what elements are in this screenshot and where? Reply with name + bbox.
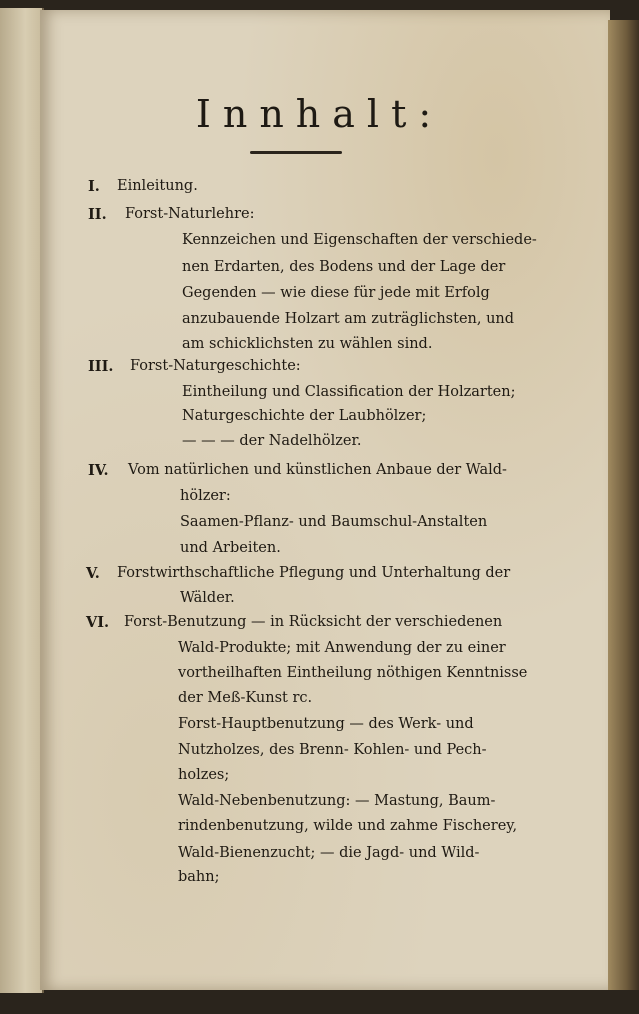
section-number: III. — [88, 358, 114, 375]
page-title: Innhalt: — [195, 92, 444, 136]
section-number: VI. — [86, 614, 110, 631]
section-line: Eintheilung und Classification der Holzarten; — [182, 384, 516, 400]
section-line: Gegenden — wie diese für jede mit Erfolg — [182, 285, 490, 301]
section-line: hölzer: — [180, 488, 231, 504]
section-line: nen Erdarten, des Bodens und der Lage der — [182, 259, 506, 275]
section-line: und Arbeiten. — [180, 540, 281, 556]
section-line: vortheilhaften Eintheilung nöthigen Kenntnisse — [178, 665, 528, 681]
right-page-edge — [608, 20, 639, 990]
section-line: bahn; — [178, 869, 220, 885]
section-line: Forstwirthschaftliche Pflegung und Unterhaltung der — [117, 565, 511, 581]
section-line: Kennzeichen und Eigenschaften der verschiede- — [182, 232, 537, 248]
section-line: Wald-Produkte; mit Anwendung der zu einer — [178, 640, 506, 656]
book-page — [40, 10, 610, 990]
section-line: Naturgeschichte der Laubhölzer; — [182, 408, 427, 424]
section-line: Forst-Hauptbenutzung — des Werk- und — [178, 716, 474, 732]
left-page-edge — [0, 8, 44, 993]
section-number: V. — [86, 565, 100, 582]
section-number: I. — [88, 178, 100, 195]
section-line: anzubauende Holzart am zuträglichsten, und — [182, 311, 515, 327]
section-line: holzes; — [178, 767, 230, 783]
section-line: rindenbenutzung, wilde und zahme Fischerey, — [178, 818, 518, 834]
section-line: Wald-Bienenzucht; — die Jagd- und Wild- — [178, 845, 480, 861]
section-line: Wald-Nebenbenutzung: — Mastung, Baum- — [178, 793, 496, 809]
section-line: Forst-Naturlehre: — [125, 206, 255, 222]
section-number: IV. — [88, 462, 109, 479]
section-number: II. — [88, 206, 107, 223]
section-line: Saamen-Pflanz- und Baumschul-Anstalten — [180, 514, 488, 530]
section-line: Nutzholzes, des Brenn- Kohlen- und Pech- — [178, 742, 487, 758]
section-line: Vom natürlichen und künstlichen Anbaue der Wald- — [128, 462, 507, 478]
section-line: — — — der Nadelhölzer. — [182, 433, 362, 449]
section-line: Forst-Naturgeschichte: — [130, 358, 301, 374]
title-rule — [250, 151, 342, 154]
section-line: Einleitung. — [117, 178, 198, 194]
section-line: Forst-Benutzung — in Rücksicht der verschiedenen — [124, 614, 503, 630]
section-line: der Meß-Kunst rc. — [178, 690, 313, 706]
section-line: Wälder. — [180, 590, 235, 606]
section-line: am schicklichsten zu wählen sind. — [182, 336, 433, 352]
